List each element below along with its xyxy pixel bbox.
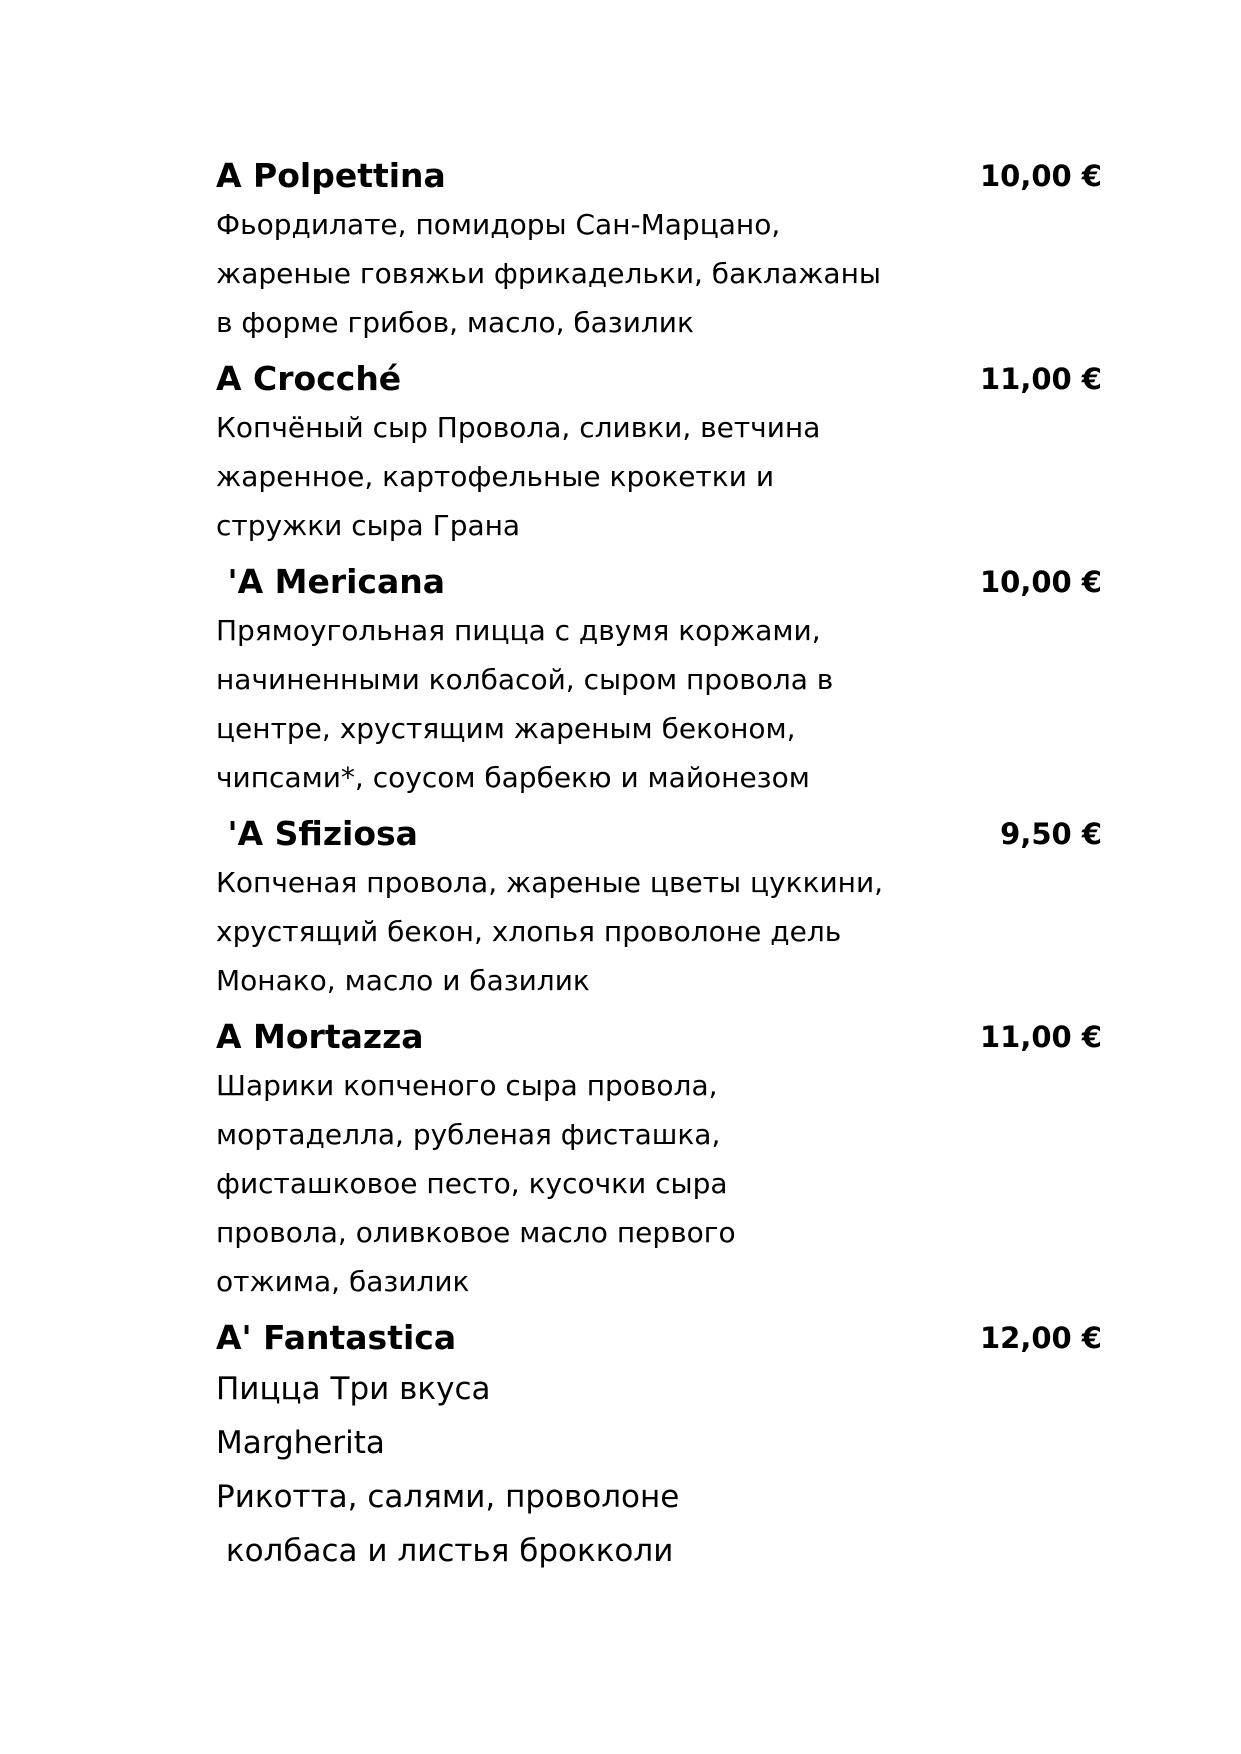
description-line: фисташковое песто, кусочки сыра [216,1167,728,1200]
item-description [216,858,1102,1005]
item-price: 11,00 € [979,362,1102,396]
description-line: Шарики копченого сыра провола, [216,1069,718,1102]
item-name: 'A Sfiziosa [216,814,418,853]
description-line: центре, хрустящим жареным беконом, [216,712,796,745]
description-line: начиненными колбасой, сыром провола в [216,663,834,696]
item-name: A Polpettina [216,156,446,195]
menu-item-mericana [216,558,1102,802]
description-line: Копченая провола, жареные цветы цуккини, [216,866,884,899]
description-line: отжима, базилик [216,1265,470,1298]
description-line: стружки сыра Грана [216,509,521,542]
menu-list [216,152,1102,1586]
description-line: Рикотта, салями, проволоне [216,1479,680,1515]
item-header [216,355,1102,403]
description-line: Монако, масло и базилик [216,964,590,997]
item-description [216,200,1102,347]
item-price: 9,50 € [1000,817,1102,851]
item-description [216,1362,1102,1578]
item-price: 12,00 € [979,1321,1102,1355]
description-line: Прямоугольная пицца с двумя коржами, [216,614,821,647]
menu-item-fantastica [216,1314,1102,1578]
menu-item-polpettina [216,152,1102,347]
item-description [216,1061,1102,1306]
item-header [216,558,1102,606]
item-price: 10,00 € [979,159,1102,193]
item-header [216,152,1102,200]
item-header [216,810,1102,858]
item-name: A' Fantastica [216,1318,457,1357]
menu-item-mortazza [216,1013,1102,1306]
description-line: жаренное, картофельные крокетки и [216,460,775,493]
item-name: 'A Mericana [216,562,446,601]
description-line: в форме грибов, масло, базилик [216,306,694,339]
description-line: Margherita [216,1425,385,1461]
item-price: 11,00 € [979,1020,1102,1054]
description-line: колбаса и листья брокколи [216,1533,674,1569]
menu-item-crocche [216,355,1102,550]
description-line: Копчёный сыр Провола, сливки, ветчина [216,411,821,444]
description-line: хрустящий бекон, хлопья проволоне дель [216,915,842,948]
description-line: чипсами*, соусом барбекю и майонезом [216,761,810,794]
description-line: Фьордилате, помидоры Сан-Марцано, [216,208,781,241]
menu-item-sfiziosa [216,810,1102,1005]
description-line: мортаделла, рубленая фисташка, [216,1118,721,1151]
item-header [216,1314,1102,1362]
item-name: A Crocché [216,359,402,398]
item-name: A Mortazza [216,1017,424,1056]
description-line: жареные говяжьи фрикадельки, баклажаны [216,257,881,290]
description-line: Пицца Три вкуса [216,1371,491,1407]
item-description [216,403,1102,550]
item-price: 10,00 € [979,565,1102,599]
item-header [216,1013,1102,1061]
description-line: провола, оливковое масло первого [216,1216,736,1249]
item-description [216,606,1102,802]
